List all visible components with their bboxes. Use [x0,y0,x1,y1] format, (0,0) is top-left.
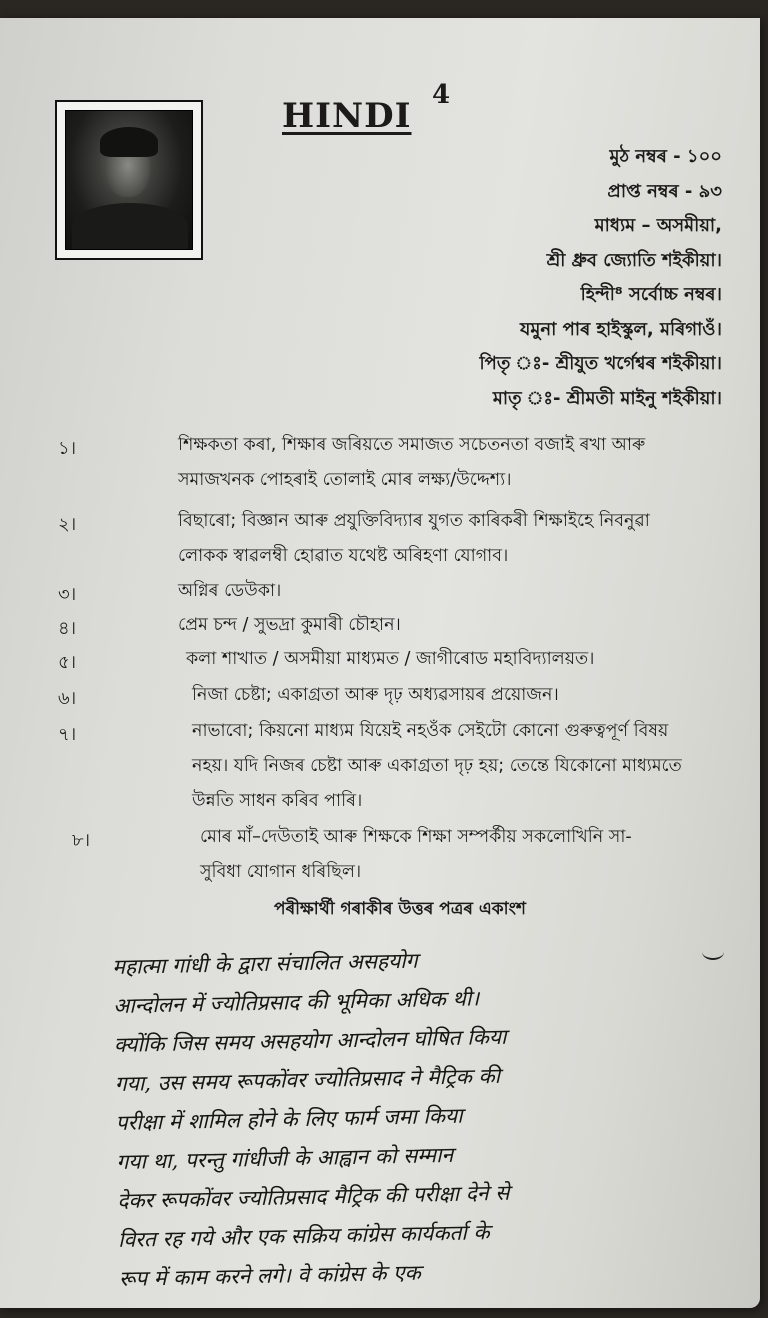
handwritten-line: गया था, परन्तु गांधीजी के आह्वान को सम्मान [116,1142,454,1174]
handwritten-line: गया, उस समय रूपकोंवर ज्योतिप्रसाद ने मैट्रिक की [114,1063,501,1096]
answer-line: প্ৰেম চন্দ / সুভদ্ৰা কুমাৰী চৌহান। [178,615,401,635]
handwritten-line: विरत रह गये और एक सक्रिय कांग्रेस कार्यकर्ता के [117,1220,490,1252]
answer-number: ৭। [58,724,77,745]
answer-line: উন্নতি সাধন কৰিব পাৰি। [192,791,363,811]
student-info [222,140,722,416]
handwritten-line: आन्दोलन में ज्योतिप्रसाद की भूमिका अधिक थी। [112,986,480,1018]
answer-line: বিছাৰো; বিজ্ঞান আৰু প্ৰযুক্তিবিদ্যাৰ যুগত কাৰিকৰী শিক্ষাইহে নিবনুৱা [178,511,650,531]
handwritten-line: परीक्षा में शामिल होने के लिए फार्म जमा किया [115,1103,463,1135]
book-page [0,18,760,1308]
answer-number: ৬। [58,688,77,709]
answer-line: কলা শাখাত / অসমীয়া মাধ্যমত / জাগীৰোড মহাবিদ্যালয়ত। [186,649,595,669]
answer-number: ২। [58,514,77,535]
answer-number: ৮। [72,830,91,851]
page-title: HINDI [282,96,412,136]
answer-line: মোৰ মাঁ–দেউতাই আৰু শিক্ষকে শিক্ষা সম্পৰ্কীয় সকলোখিনি সা- [200,827,632,847]
student-photo [55,100,203,260]
answer-line: শিক্ষকতা কৰা, শিক্ষাৰ জৰিয়তে সমাজত সচেতনতা বজাই ৰখা আৰু [178,435,646,455]
handwritten-answer [112,935,749,1299]
info-line: যমুনা পাৰ হাইস্কুল, মৰিগাওঁ। [520,318,722,340]
answer-number: ১। [58,438,77,459]
info-line: মাধ্যম – অসমীয়া, [594,215,722,236]
answer-line: নহয়। যদি নিজৰ চেষ্টা আৰু একাগ্ৰতা দৃঢ় হয়; তেন্তে যিকোনো মাধ্যমতে [192,756,682,776]
answer-line: সমাজখনক পোহৰাই তোলাই মোৰ লক্ষ্য/উদ্দেশ্য। [178,470,512,490]
page-number: 4 [432,80,451,110]
info-line: প্ৰাপ্ত নম্বৰ - ৯৩ [607,180,722,202]
handwritten-line: देकर रूपकोंवर ज्योतिप्रसाद मैट्रिक की परीक्षा देने से [117,1180,510,1213]
portrait-image [65,110,193,250]
answer-number: ৫। [58,652,77,673]
answer-line: অগ্নিৰ ডেউকা। [178,581,282,601]
handwritten-line: महात्मा गांधी के द्वारा संचालित असहयोग [112,948,418,979]
handwritten-line: रूप में काम करने लगे। वे कांग्रेस के एक [118,1260,421,1291]
answer-line: নিজা চেষ্টা; একাগ্ৰতা আৰু দৃঢ় অধ্যৱসায়ৰ প্ৰয়োজন। [192,685,559,705]
handwritten-line: क्योंकि जिस समय असहयोग आन्दोलन घोषित किया [113,1024,507,1057]
answer-line: লোকক স্বাৱলম্বী হোৱাত যথেষ্ট অৰিহণা যোগাব। [178,546,509,566]
info-line: হিন্দী⁸ সৰ্বোচ্চ নম্বৰ। [580,284,722,305]
info-line: শ্ৰী ধ্ৰুব জ্যোতি শইকীয়া। [546,249,722,271]
answer-number: ৩। [58,584,77,605]
answer-number: ৪। [58,618,77,639]
answer-line: নাভাবো; কিয়নো মাধ্যম যিয়েই নহওঁক সেইটো কোনো গুৰুত্বপূৰ্ণ বিষয় [192,721,669,741]
answer-line: সুবিধা যোগান ধৰিছিল। [200,862,362,882]
info-line: পিতৃ ঃ- শ্ৰীযুত খৰ্গেশ্বৰ শইকীয়া। [479,353,722,374]
info-line: মুঠ নম্বৰ - ১০০ [609,146,722,167]
info-line: মাতৃ ঃ- শ্ৰীমতী মাইনু শইকীয়া। [492,387,722,409]
section-heading: পৰীক্ষাৰ্থী গৰাকীৰ উত্তৰ পত্ৰৰ একাংশ [274,899,526,919]
